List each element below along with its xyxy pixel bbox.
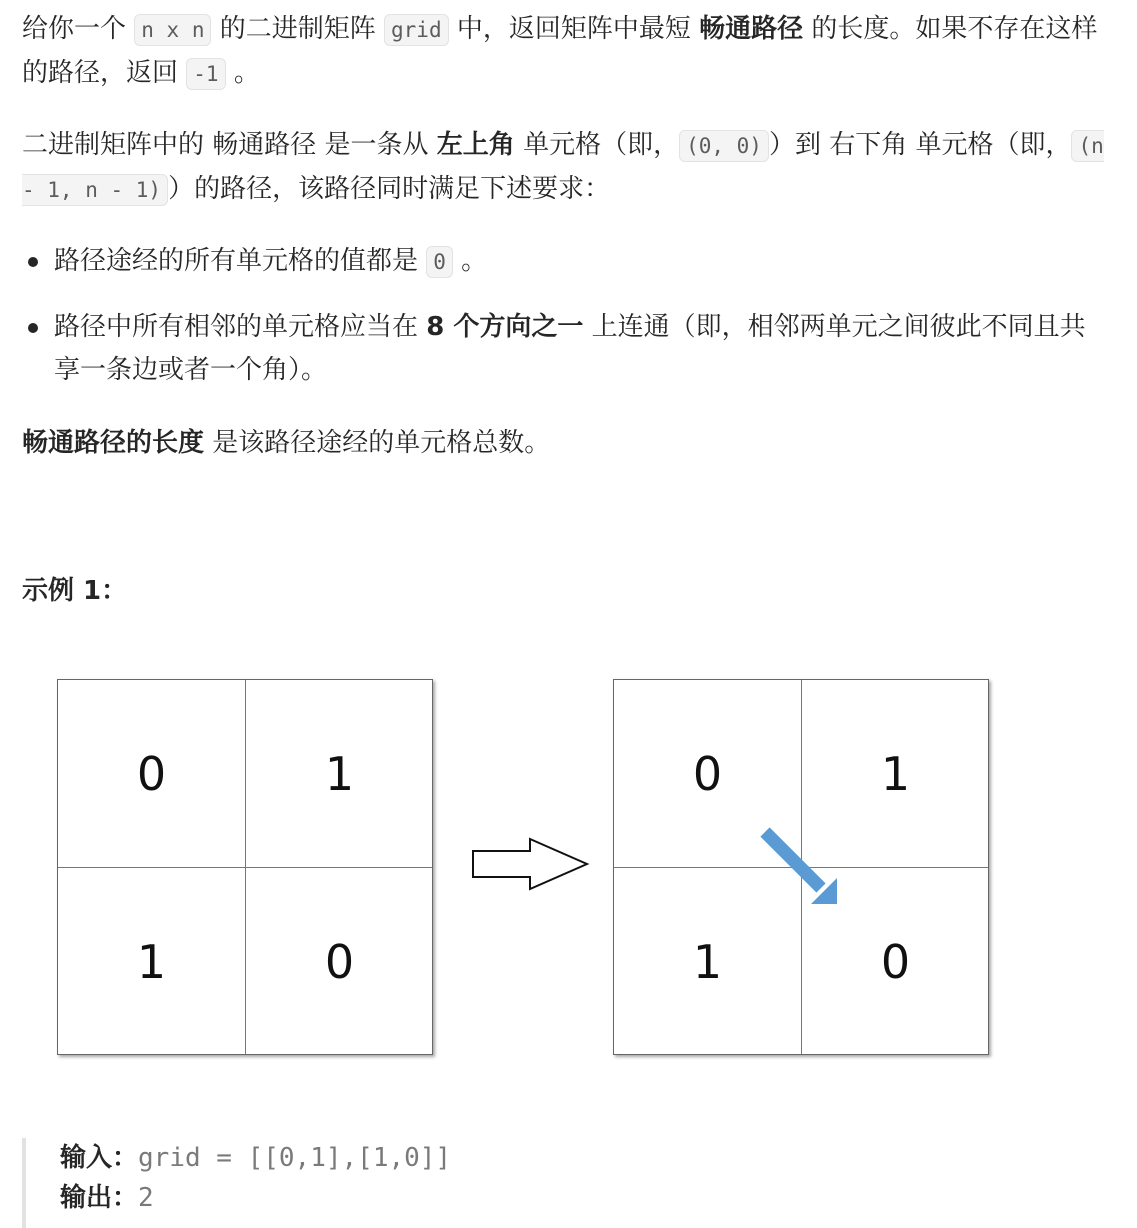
requirement-item-1: 路径途经的所有单元格的值都是 0 。 [22,240,1102,284]
grid-cell: 0 [136,746,167,801]
bullet-icon [28,257,38,267]
definition-paragraph: 二进制矩阵中的 畅通路径 是一条从 左上角 单元格（即， (0, 0) ）到 右下角 单元格（即， (n - 1, n - 1) ）的路径，该路径同时满足下述要求： [22,130,1104,204]
grid-cell: 0 [880,934,911,989]
grid-cell: 1 [692,934,723,989]
example-input-line: 输入：grid = [[0,1],[1,0]] [60,1143,452,1173]
code-grid: grid [384,14,449,46]
grid-cell: 0 [692,746,723,801]
intro-paragraph: 给你一个 n x n 的二进制矩阵 grid 中，返回矩阵中最短 畅通路径 的长度。如果不存在这样的路径，返回 -1 。 [22,14,1098,88]
code-minus-one: -1 [186,58,225,90]
grid-cell: 1 [136,934,167,989]
grid-cell: 0 [324,934,355,989]
code-bottom-right: (n - 1, n - 1) [22,130,1104,206]
input-grid [57,679,433,1055]
example-io-block [22,1138,622,1228]
example-heading: 示例 1： [22,576,128,606]
path-arrow-icon [755,822,845,912]
requirement-item-2: 路径中所有相邻的单元格应当在 8 个方向之一 上连通（即，相邻两单元之间彼此不同且共享一条边或者一个角）。 [22,306,1102,392]
code-n-x-n: n x n [134,14,211,46]
transition-arrow-icon [470,836,592,896]
grid-cell: 1 [880,746,911,801]
code-top-left: (0, 0) [679,130,769,162]
code-zero: 0 [426,246,453,278]
bullet-icon [28,323,38,333]
example-output-line: 输出：2 [60,1183,154,1213]
grid-cell: 1 [324,746,355,801]
length-definition: 畅通路径的长度 是该路径途经的单元格总数。 [22,428,551,458]
